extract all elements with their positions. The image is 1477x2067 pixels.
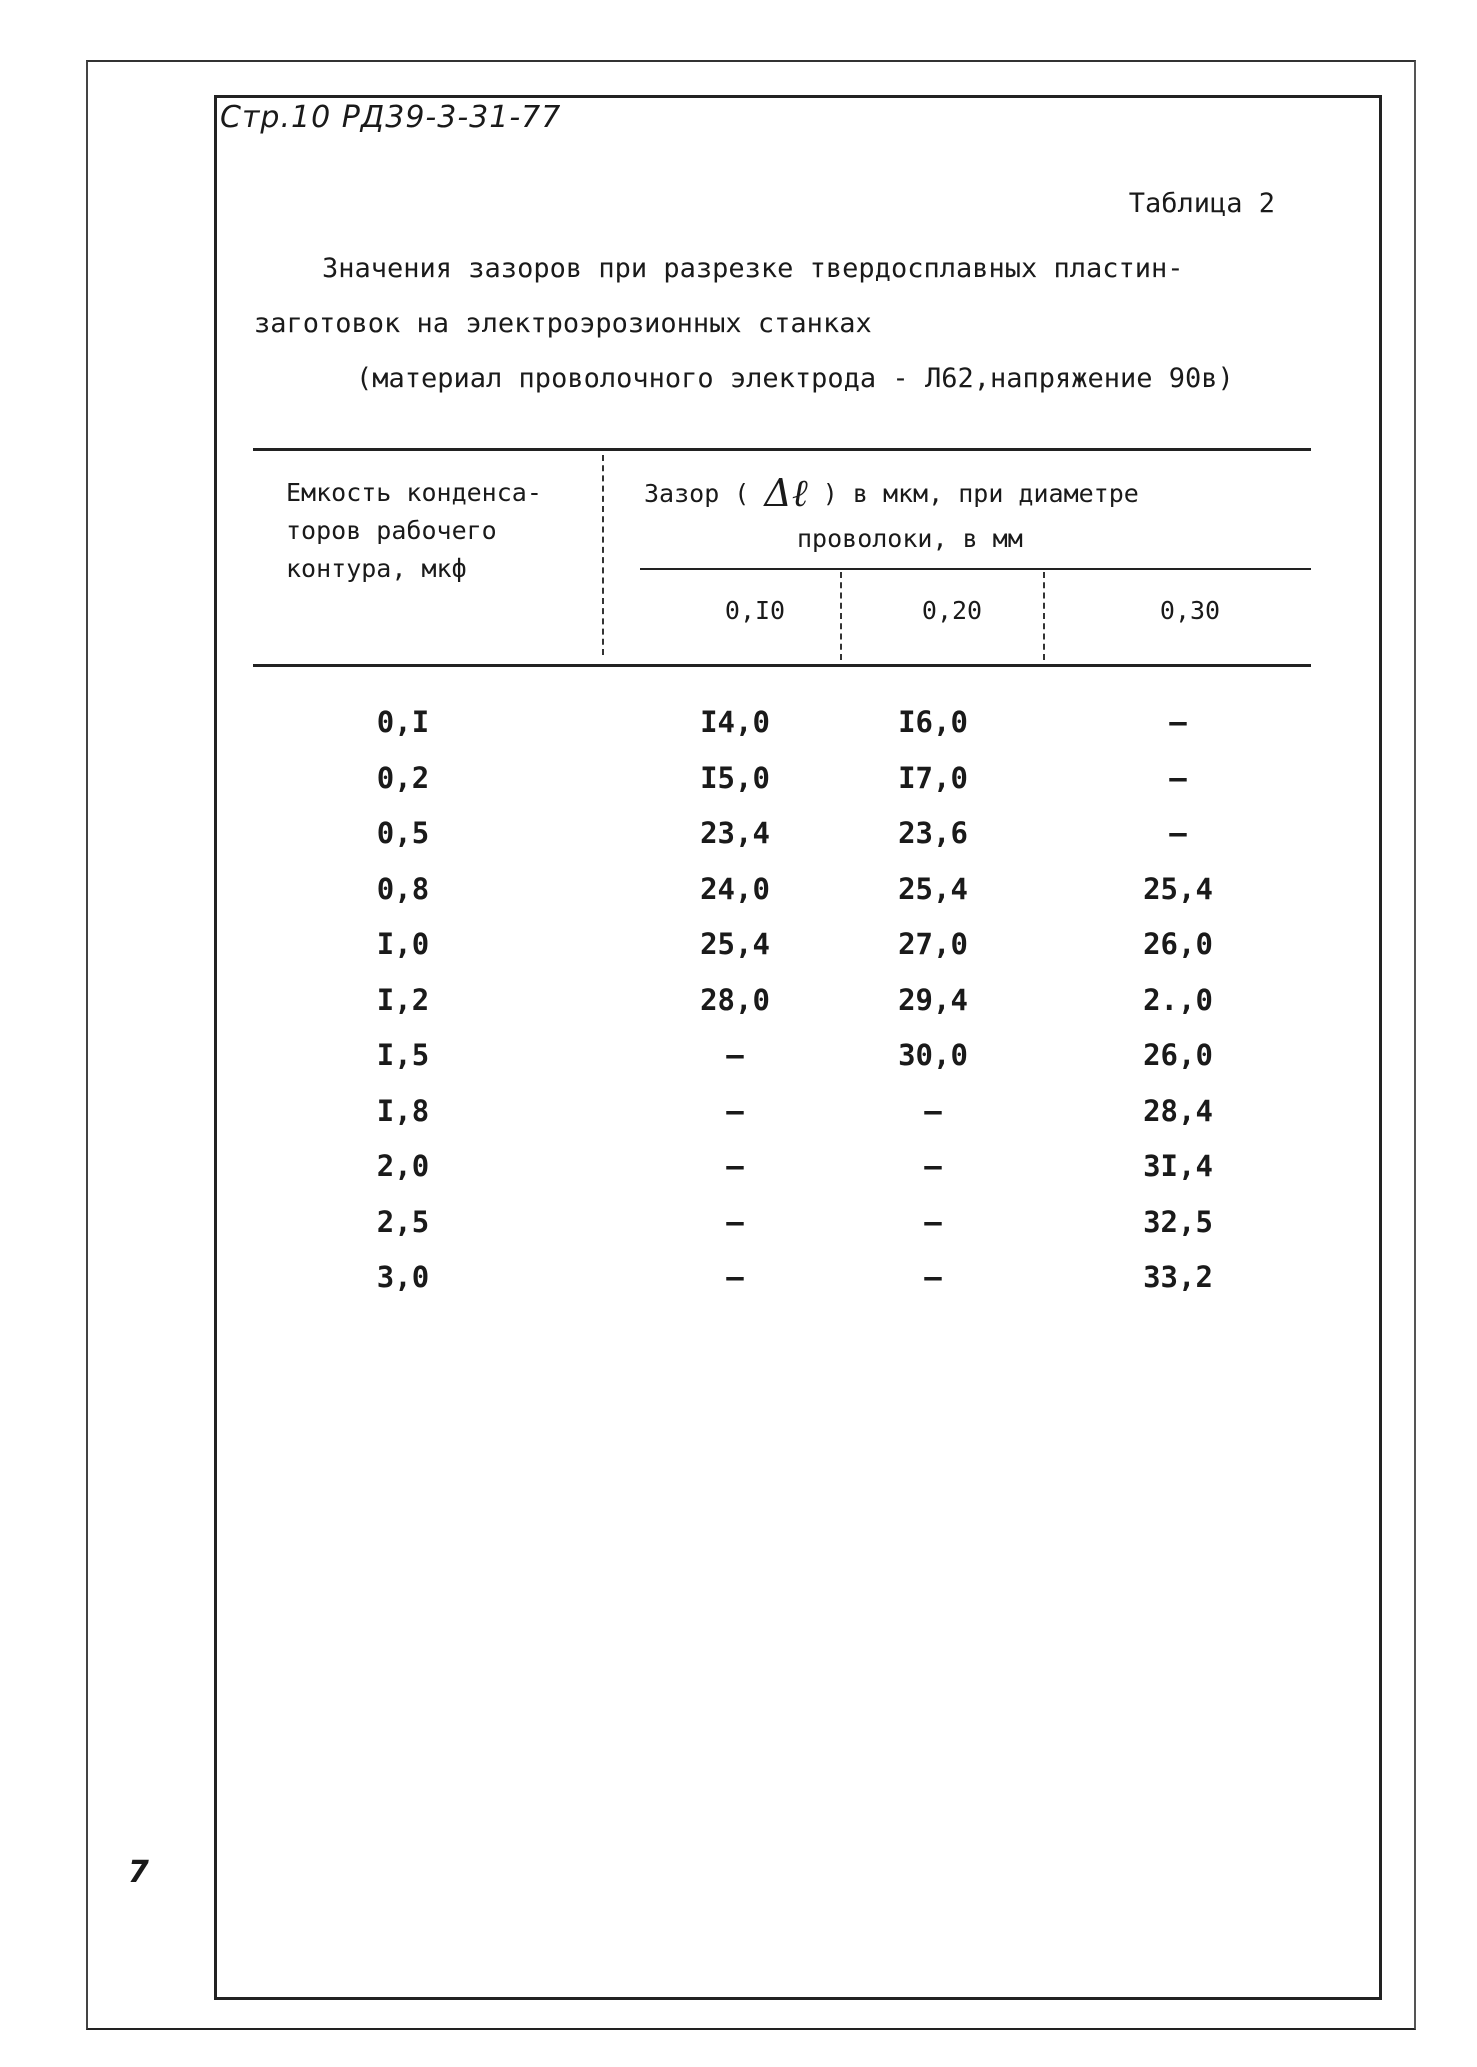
cell-gap-d030: – bbox=[1169, 816, 1187, 850]
cell-capacity: 0,5 bbox=[376, 816, 430, 850]
cell-capacity: 2,0 bbox=[376, 1149, 430, 1183]
table-top-rule bbox=[253, 448, 1311, 451]
header-gap-title bbox=[644, 471, 1139, 515]
cell-gap-d020: 29,4 bbox=[898, 982, 968, 1017]
cell-gap-d010: – bbox=[726, 1149, 744, 1183]
cell-gap-d010: – bbox=[726, 1204, 744, 1239]
cell-gap-d030: 2.,0 bbox=[1143, 982, 1213, 1017]
cell-gap-d010: – bbox=[726, 1260, 744, 1294]
header-diameter-020: 0,20 bbox=[921, 596, 983, 625]
table-row bbox=[253, 922, 1311, 978]
cell-gap-d030: – bbox=[1169, 760, 1187, 795]
cell-gap-d020: 23,6 bbox=[898, 816, 968, 850]
cell-capacity: I,8 bbox=[376, 1093, 430, 1128]
cell-gap-d020: 25,4 bbox=[898, 871, 968, 906]
cell-gap-d020: I6,0 bbox=[898, 705, 968, 739]
header-capacity-line-2: торов рабочего bbox=[286, 516, 497, 545]
table-number: Таблица 2 bbox=[1128, 188, 1275, 219]
cell-gap-d030: 33,2 bbox=[1143, 1260, 1213, 1294]
table-subheader-rule bbox=[640, 568, 1311, 570]
header-capacity-column bbox=[286, 474, 542, 588]
cell-gap-d030: 26,0 bbox=[1143, 927, 1213, 961]
table-body bbox=[253, 700, 1311, 1311]
header-diameter-010: 0,I0 bbox=[724, 596, 786, 625]
cell-gap-d010: 24,0 bbox=[700, 871, 770, 906]
cell-gap-d030: 25,4 bbox=[1143, 871, 1213, 906]
cell-gap-d020: I7,0 bbox=[898, 760, 968, 795]
table-row bbox=[253, 1089, 1311, 1145]
cell-gap-d020: 27,0 bbox=[898, 927, 968, 961]
table-row bbox=[253, 756, 1311, 812]
cell-gap-d030: 3I,4 bbox=[1143, 1149, 1213, 1183]
table-caption-line-3: (материал проволочного электрода - Л62,напряжение 90в) bbox=[356, 363, 1234, 394]
header-capacity-line-3: контура, мкф bbox=[286, 554, 467, 583]
cell-capacity: I,2 bbox=[376, 982, 430, 1017]
table-caption-line-2: заготовок на электроэрозионных станках bbox=[254, 308, 872, 339]
cell-capacity: 0,8 bbox=[376, 871, 430, 906]
cell-gap-d020: – bbox=[924, 1204, 942, 1239]
cell-gap-d010: 25,4 bbox=[700, 927, 770, 961]
table-row bbox=[253, 978, 1311, 1034]
header-gap-title-line-2: проволоки, в мм bbox=[797, 524, 1023, 553]
header-diameter-030: 0,30 bbox=[1159, 596, 1221, 625]
cell-gap-d010: I5,0 bbox=[700, 760, 770, 795]
cell-gap-d020: 30,0 bbox=[898, 1038, 968, 1072]
cell-gap-d020: – bbox=[924, 1149, 942, 1183]
table-row bbox=[253, 1200, 1311, 1256]
cell-gap-d030: – bbox=[1169, 705, 1187, 739]
table-row bbox=[253, 867, 1311, 923]
side-margin-mark: 7 bbox=[128, 1855, 149, 1890]
cell-capacity: 2,5 bbox=[376, 1204, 430, 1239]
cell-capacity: 0,2 bbox=[376, 760, 430, 795]
cell-gap-d010: – bbox=[726, 1038, 744, 1072]
cell-capacity: I,5 bbox=[376, 1038, 430, 1072]
cell-gap-d010: I4,0 bbox=[700, 705, 770, 739]
cell-capacity: 0,I bbox=[376, 705, 430, 739]
header-gap-prefix: Зазор ( bbox=[644, 479, 750, 508]
table-row bbox=[253, 1255, 1311, 1311]
page-reference: Стр.10 РД39-3-31-77 bbox=[220, 100, 562, 135]
header-column-divider bbox=[602, 455, 604, 655]
cell-capacity: 3,0 bbox=[376, 1260, 430, 1294]
cell-gap-d010: 23,4 bbox=[700, 816, 770, 850]
table-row bbox=[253, 1033, 1311, 1089]
table-row bbox=[253, 1144, 1311, 1200]
cell-gap-d030: 28,4 bbox=[1143, 1093, 1213, 1128]
header-capacity-line-1: Емкость конденса- bbox=[286, 478, 542, 507]
cell-gap-d010: – bbox=[726, 1093, 744, 1128]
delta-l-symbol: Δℓ bbox=[764, 471, 808, 515]
cell-capacity: I,0 bbox=[376, 927, 430, 961]
cell-gap-d010: 28,0 bbox=[700, 982, 770, 1017]
cell-gap-d030: 26,0 bbox=[1143, 1038, 1213, 1072]
table-caption-line-1: Значения зазоров при разрезке твердосплавных пластин- bbox=[322, 253, 1184, 284]
table-header-bottom-rule bbox=[253, 664, 1311, 667]
header-gap-suffix: ) в мкм, при диаметре bbox=[807, 479, 1139, 508]
cell-gap-d020: – bbox=[924, 1260, 942, 1294]
cell-gap-d020: – bbox=[924, 1093, 942, 1128]
cell-gap-d030: 32,5 bbox=[1143, 1204, 1213, 1239]
table-row bbox=[253, 700, 1311, 756]
table-row bbox=[253, 811, 1311, 867]
